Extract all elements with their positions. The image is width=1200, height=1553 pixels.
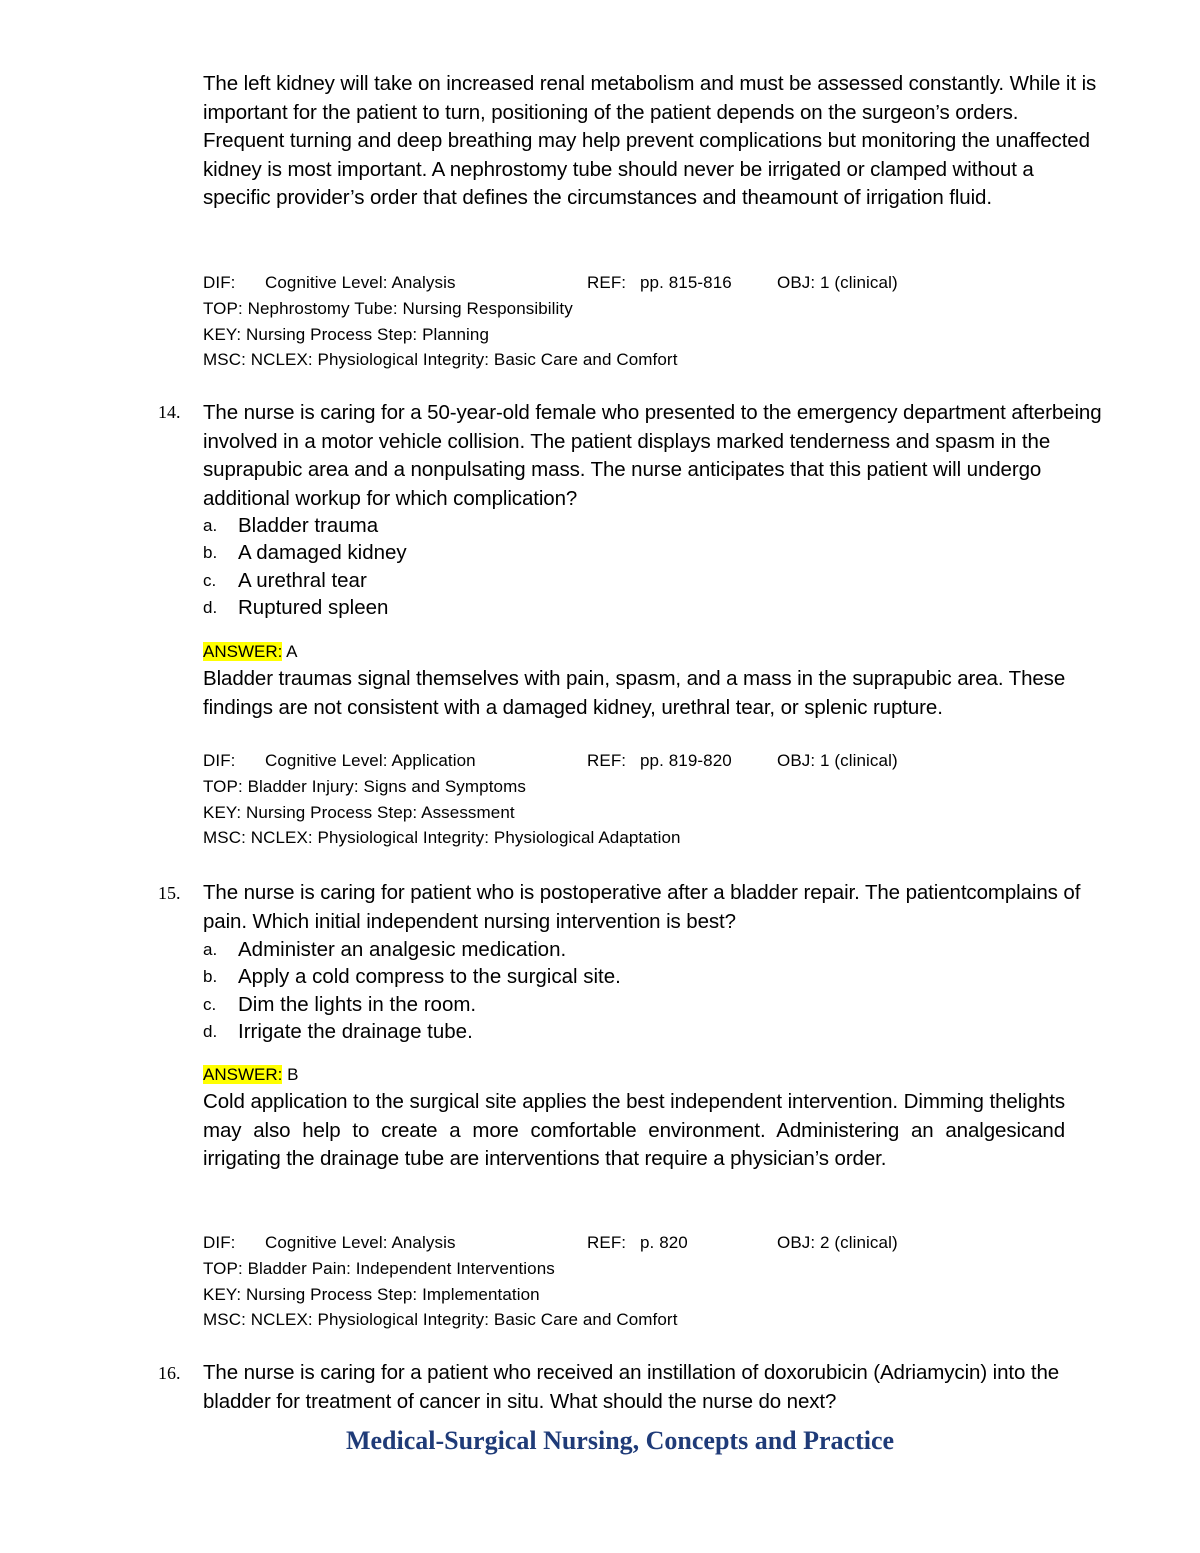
- obj-value: OBJ: 1 (clinical): [777, 751, 898, 770]
- q13-rationale-paragraph: The left kidney will take on increased renal metabolism and must be assessed constantly. While it is important for the patient to turn, positioning of the patient depends on the surgeon’s orders. Frequent turning and deep breathing may help prevent complications but monitoring the unaffected kidney is most important. A nephrostomy tube should never be irrigated or clamped without a specific provider’s order that defines the circumstances and theamount of irrigation fluid.: [203, 72, 1097, 210]
- q15-rationale: Cold application to the surgical site applies the best independent intervention. Dimming thelights may also help to create a more comfortable environment. Administering an analgesicand irrigating the drainage tube are interventions that require a physician’s order.: [203, 1090, 1065, 1171]
- ref-label: REF:: [587, 273, 627, 292]
- meta-top-text: TOP: Bladder Pain: Independent Interventions: [203, 1258, 555, 1278]
- option-letter: c.: [203, 570, 217, 590]
- q14-metadata: [203, 748, 1103, 851]
- option-text: Ruptured spleen: [238, 595, 389, 619]
- meta-key: [203, 800, 1103, 826]
- q14-number: 14.: [158, 402, 181, 422]
- dif-label: DIF:: [203, 273, 236, 292]
- ref-label: REF:: [587, 751, 627, 770]
- meta-msc: [203, 347, 1103, 373]
- answer-value: B: [287, 1065, 299, 1084]
- q13-metadata: [203, 270, 1103, 373]
- option-letter: d.: [203, 1021, 218, 1041]
- q16-stem: The nurse is caring for a patient who received an instillation of doxorubicin (Adriamycin) into the bladder for treatment of cancer in situ. What should the nurse do next?: [203, 1361, 1060, 1413]
- meta-dif-row: [203, 748, 1103, 774]
- option-text: Irrigate the drainage tube.: [238, 1019, 473, 1043]
- dif-label: DIF:: [203, 1233, 236, 1252]
- q15-stem: The nurse is caring for patient who is postoperative after a bladder repair. The patientcomplains of pain. Which initial independent nursing intervention is best?: [203, 881, 1081, 933]
- q15-number: 15.: [158, 883, 181, 903]
- dif-label: DIF:: [203, 751, 236, 770]
- option-text: A urethral tear: [238, 568, 367, 592]
- meta-msc: [203, 825, 1103, 851]
- q14-stem: The nurse is caring for a 50-year-old female who presented to the emergency department afterbeing involved in a motor vehicle collision. The patient displays marked tenderness and spasm in the suprapubic area and a nonpulsating mass. The nurse anticipates that this patient will undergo additional workup for which complication?: [203, 401, 1102, 510]
- q14-answer: [203, 640, 297, 664]
- obj-value: OBJ: 1 (clinical): [777, 273, 898, 292]
- meta-key-text: KEY: Nursing Process Step: Implementation: [203, 1284, 540, 1304]
- q14-options: [203, 512, 1103, 621]
- q15-answer: [203, 1063, 298, 1087]
- meta-top: [203, 296, 1103, 322]
- q15-option-b: [203, 963, 1103, 990]
- dif-value: Cognitive Level: Application: [265, 751, 476, 770]
- option-letter: a.: [203, 516, 218, 535]
- option-text: Administer an analgesic medication.: [238, 938, 567, 961]
- meta-top: [203, 774, 1103, 800]
- q15-option-a: [203, 936, 1103, 963]
- meta-top-text: TOP: Bladder Injury: Signs and Symptoms: [203, 776, 526, 796]
- meta-top-text: TOP: Nephrostomy Tube: Nursing Responsibility: [203, 298, 573, 318]
- answer-label: ANSWER:: [203, 642, 283, 661]
- q14-option-c: [203, 567, 1103, 594]
- q15-options: [203, 936, 1103, 1045]
- meta-key: [203, 1282, 1103, 1308]
- option-letter: a.: [203, 940, 218, 959]
- obj-value: OBJ: 2 (clinical): [777, 1233, 898, 1252]
- answer-label: ANSWER:: [203, 1065, 283, 1084]
- q15-metadata: [203, 1230, 1103, 1333]
- meta-dif-row: [203, 270, 1103, 296]
- q14-option-b: [203, 539, 1103, 566]
- meta-msc: [203, 1307, 1103, 1333]
- q14-option-d: [203, 594, 1103, 621]
- meta-key-text: KEY: Nursing Process Step: Assessment: [203, 802, 515, 822]
- answer-value: A: [286, 642, 298, 661]
- ref-value: pp. 819-820: [640, 751, 732, 770]
- option-letter: c.: [203, 994, 217, 1014]
- q15-option-d: [203, 1018, 1103, 1045]
- q14-option-a: [203, 512, 1103, 539]
- q16-number: 16.: [158, 1363, 181, 1383]
- q15-option-c: [203, 991, 1103, 1018]
- ref-value: p. 820: [640, 1233, 688, 1252]
- option-letter: d.: [203, 597, 218, 617]
- meta-msc-text: MSC: NCLEX: Physiological Integrity: Basic Care and Comfort: [203, 1310, 678, 1330]
- meta-msc-text: MSC: NCLEX: Physiological Integrity: Basic Care and Comfort: [203, 350, 678, 370]
- option-text: Dim the lights in the room.: [238, 992, 477, 1016]
- meta-key: [203, 322, 1103, 348]
- option-text: Apply a cold compress to the surgical site.: [238, 965, 621, 989]
- dif-value: Cognitive Level: Analysis: [265, 1233, 456, 1252]
- dif-value: Cognitive Level: Analysis: [265, 273, 456, 292]
- ref-label: REF:: [587, 1233, 627, 1252]
- meta-key-text: KEY: Nursing Process Step: Planning: [203, 324, 490, 344]
- option-letter: b.: [203, 967, 218, 987]
- ref-value: pp. 815-816: [640, 273, 732, 292]
- meta-top: [203, 1256, 1103, 1282]
- q14-rationale: Bladder traumas signal themselves with pain, spasm, and a mass in the suprapubic area. These findings are not consistent with a damaged kidney, urethral tear, or splenic rupture.: [203, 667, 1066, 719]
- option-text: A damaged kidney: [238, 541, 407, 565]
- option-letter: b.: [203, 543, 218, 563]
- meta-dif-row: [203, 1230, 1103, 1256]
- footer-book-title: Medical-Surgical Nursing, Concepts and Practice: [345, 1426, 895, 1455]
- meta-msc-text: MSC: NCLEX: Physiological Integrity: Physiological Adaptation: [203, 828, 681, 848]
- option-text: Bladder trauma: [238, 514, 379, 537]
